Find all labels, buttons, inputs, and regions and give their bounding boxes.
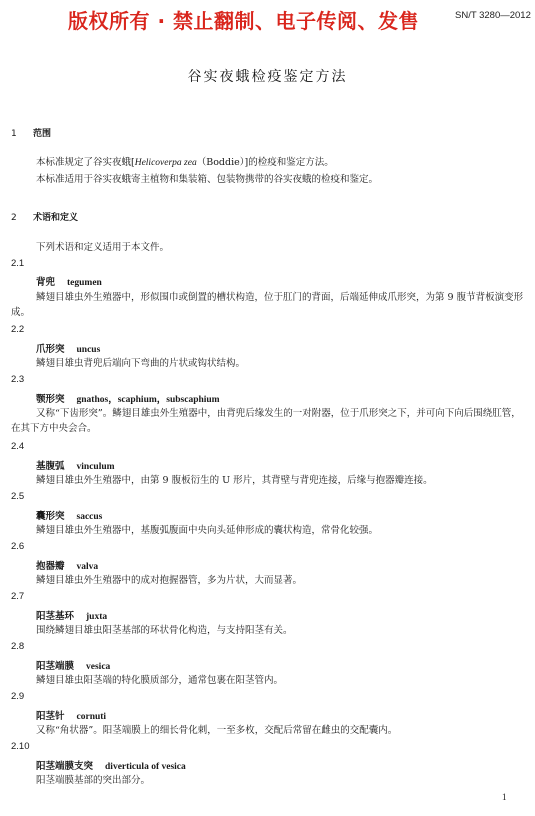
term-heading: 爪形突 uncus [36, 344, 101, 355]
term-number: 2.2 [11, 324, 25, 335]
term-heading: 阳茎端膜 vesica [36, 661, 111, 672]
term-number: 2.9 [11, 691, 25, 702]
page-number: 1 [502, 792, 507, 802]
term-number: 2.6 [11, 541, 25, 552]
scope-paragraph-2: 本标准适用于谷实夜蛾寄主植物和集装箱、包装物携带的谷实夜蛾的检疫和鉴定。 [36, 174, 379, 185]
term-number: 2.8 [11, 641, 25, 652]
term-definition: 鳞翅目雄虫背兜后端向下弯曲的片状或钩状结构。 [36, 358, 246, 369]
term-number: 2.1 [11, 258, 25, 269]
scope-paragraph-1: 本标准规定了谷实夜蛾[Helicoverpa zea（Boddie）]的检疫和鉴定方法。 [36, 157, 334, 168]
standard-number: SN/T 3280—2012 [455, 10, 531, 21]
section-number: 2 [11, 213, 17, 223]
section-number: 1 [11, 129, 17, 139]
term-heading: 抱器瓣 valva [36, 561, 99, 572]
term-definition: 又称“角状器”。阳茎端膜上的细长骨化刺，一至多枚，交配后常留在雌虫的交配囊内。 [36, 725, 398, 736]
term-number: 2.10 [11, 741, 30, 752]
term-number: 2.4 [11, 441, 25, 452]
watermark-banner: 版权所有 · 禁止翻制、电子传阅、发售 [68, 9, 420, 33]
term-heading: 阳茎基环 juxta [36, 611, 108, 622]
term-heading: 背兜 tegumen [36, 277, 102, 288]
term-definition: 鳞翅目雄虫外生殖器中，由第 9 腹板衍生的 U 形片，其背壁与背兜连接，后缘与抱器瓣连接。 [36, 475, 433, 486]
term-definition: 阳茎端膜基部的突出部分。 [36, 775, 151, 786]
document-title: 谷实夜蛾检疫鉴定方法 [187, 69, 348, 85]
section-title: 术语和定义 [33, 213, 79, 223]
term-definition: 又称“下齿形突”。鳞翅目雄虫外生殖器中，由背兜后缘发生的一对附器，位于爪形突之下，并可向下向后围绕肛管，在其下方中央会合。 [11, 408, 521, 434]
term-heading: 基腹弧 vinculum [36, 461, 115, 472]
term-heading: 阳茎针 cornuti [36, 711, 107, 722]
term-definition: 围绕鳞翅目雄虫阳茎基部的环状骨化构造，与支持阳茎有关。 [36, 625, 293, 636]
section-1-heading [11, 126, 51, 139]
term-definition: 鳞翅目雄虫外生殖器中，形似围巾或倒置的槽状构造，位于肛门的背面，后端延伸成爪形突，为第 9 腹节背板演变形成。 [11, 292, 524, 318]
term-number: 2.7 [11, 591, 25, 602]
term-number: 2.3 [11, 374, 25, 385]
term-definition: 鳞翅目雄虫阳茎端的特化膜质部分，通常包裹在阳茎管内。 [36, 675, 284, 686]
term-heading: 阳茎端膜支突 diverticula of vesica [36, 761, 186, 772]
terms-intro: 下列术语和定义适用于本文件。 [36, 242, 170, 253]
term-heading: 囊形突 saccus [36, 511, 103, 522]
section-2-heading [11, 210, 78, 223]
section-title: 范围 [33, 129, 52, 139]
latin-species-name: Helicoverpa zea [134, 158, 197, 168]
term-definition: 鳞翅目雄虫外生殖器中的成对抱握器管，多为片状，大而显著。 [36, 575, 303, 586]
term-heading: 颚形突 gnathos，scaphium，subscaphium [36, 394, 220, 405]
term-number: 2.5 [11, 491, 25, 502]
term-definition: 鳞翅目雄虫外生殖器中，基腹弧腹面中央向头延伸形成的囊状构造，常骨化较强。 [36, 525, 379, 536]
